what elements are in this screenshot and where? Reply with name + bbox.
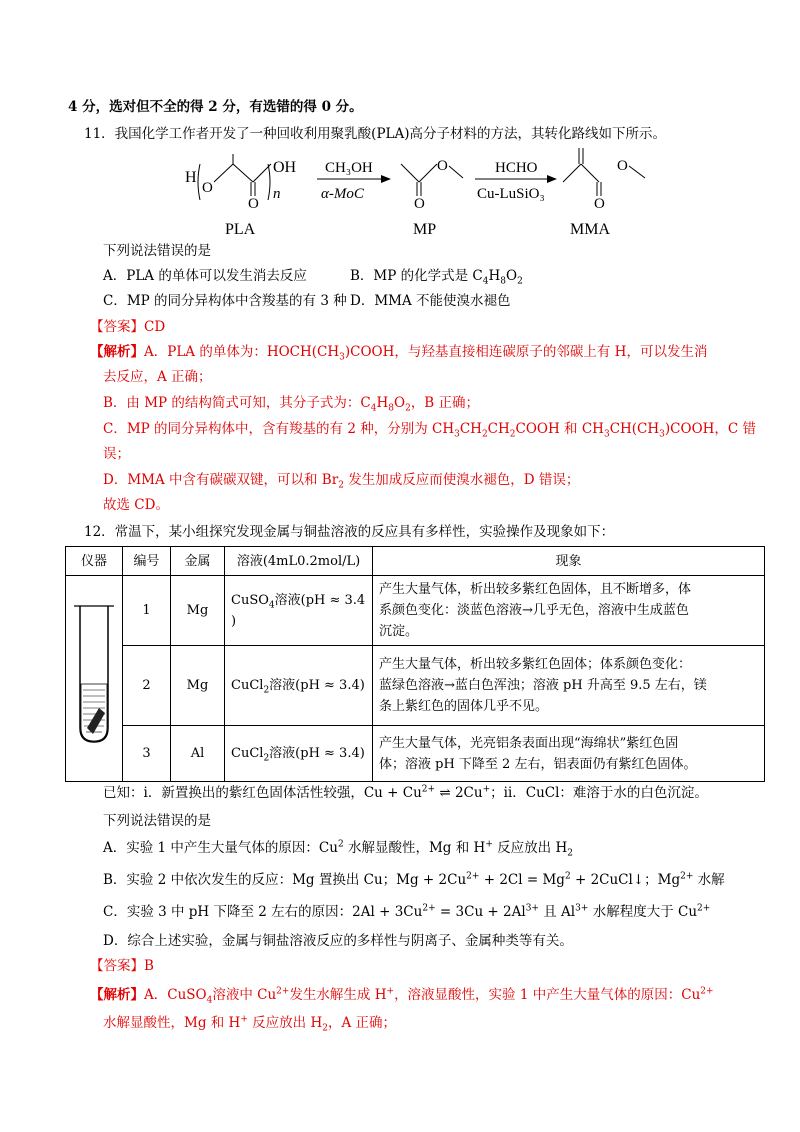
q11-prompt: 下列说法错误的是 xyxy=(103,243,211,259)
q11-analysis-b: B．由 MP 的结构简式可知，其分子式为：$C_4H_8O_2$，B 正确； xyxy=(103,395,480,414)
mma-carbonyl-o: O xyxy=(594,196,605,212)
q11-option-a: A．PLA 的单体可以发生消去反应 xyxy=(103,268,307,284)
pla-label: PLA xyxy=(225,221,256,238)
row1-number: 1 xyxy=(123,576,171,646)
header-solution: 溶液(4mL0.2mol/L) xyxy=(225,547,373,576)
header-phenomenon: 现象 xyxy=(373,547,765,576)
q11-option-c: C．MP 的同分异构体中含羧基的有 3 种 xyxy=(103,293,347,309)
table-row xyxy=(66,726,765,782)
test-tube-cell xyxy=(66,576,123,782)
row2-number: 2 xyxy=(123,646,171,726)
q12-answer: 【答案】B xyxy=(90,958,154,974)
row2-phenomenon: 产生大量气体，析出较多紫红色固体；体系颜色变化： 蓝绿色溶液→蓝白色浑浊；溶液 pH 升高至 9.5 左右，镁 条上紫红色的固体几乎不见。 xyxy=(373,646,765,726)
table-row xyxy=(66,646,765,726)
pla-structure xyxy=(185,154,297,238)
row1-solution: CuSO$_4$溶液(pH ≈ 3.4 ) xyxy=(225,576,373,646)
step1-arrow xyxy=(317,160,391,202)
q11-conclusion: 故选 CD。 xyxy=(103,497,169,513)
table-header-row xyxy=(66,547,765,576)
q11-answer: 【答案】CD xyxy=(90,319,166,335)
q11-option-b: B．MP 的化学式是 $C_4H_8O_2$ xyxy=(350,268,523,287)
row3-phenomenon: 产生大量气体，光亮铝条表面出现“海绵状”紫红色固 体；溶液 pH 下降至 2 左右，铝表面仍有紫红色固体。 xyxy=(373,726,765,782)
q11-reaction-scheme xyxy=(185,148,655,240)
step1-catalyst: α-MoC xyxy=(321,186,364,202)
header-metal: 金属 xyxy=(171,547,225,576)
row1-phenomenon: 产生大量气体，析出较多紫红色固体，且不断增多，体 系颜色变化：淡蓝色溶液→几乎无色，溶液中生成蓝色 沉淀。 xyxy=(373,576,765,646)
experiment-table xyxy=(65,546,765,782)
q11-analysis-a-cont: 去反应，A 正确； xyxy=(103,369,212,385)
q12-analysis-a: 【解析】A．CuSO$_4$溶液中 $Cu^{2+}$发生水解生成 H+，溶液显酸性，实验 1 中产生大量气体的原因：$Cu^{2+}$ xyxy=(90,986,714,1006)
row2-solution: CuCl$_2$溶液(pH ≈ 3.4) xyxy=(225,646,373,726)
row2-metal: Mg xyxy=(171,646,225,726)
header-number: 编号 xyxy=(123,547,171,576)
q12-option-a: A．实验 1 中产生大量气体的原因：Cu$^2$ 水解显酸性，Mg 和 H+ 反应放出 $H_2$ xyxy=(103,839,573,859)
step2-arrow xyxy=(475,160,557,202)
q11-analysis-d: D．MMA 中含有碳碳双键，可以和 $Br_2$ 发生加成反应而使溴水褪色，D 错误； xyxy=(103,472,580,491)
table-row xyxy=(66,576,765,646)
row3-number: 3 xyxy=(123,726,171,782)
q12-option-d: D．综合上述实验，金属与铜盐溶液反应的多样性与阴离子、金属种类等有关。 xyxy=(103,933,573,949)
q12-option-c: C．实验 3 中 pH 下降至 2 左右的原因：$2Al + 3Cu^{2+} = 3Cu + 2Al^{3+}$ 且 $Al^{3+}$ 水解程度大于 $Cu^{2+}$ xyxy=(103,903,711,920)
q12-option-b: B．实验 2 中依次发生的反应：Mg 置换出 Cu；$Mg + 2Cu^{2+} + 2Cl = Mg^2$ + 2CuCl↓；$Mg^{2+}$ 水解 xyxy=(103,871,725,888)
row3-solution: CuCl$_2$溶液(pH ≈ 3.4) xyxy=(225,726,373,782)
mp-carbonyl-o: O xyxy=(414,196,425,212)
test-tube-icon xyxy=(72,600,116,750)
step2-catalyst: Cu-LuSiO₃ xyxy=(477,186,545,202)
mma-label: MMA xyxy=(570,221,611,238)
mp-label: MP xyxy=(413,221,437,238)
mma-o: O xyxy=(617,158,628,174)
pla-n: n xyxy=(273,186,281,202)
q12-analysis-a-cont: 水解显酸性，Mg 和 H+ 反应放出 $H_2$，A 正确； xyxy=(103,1014,397,1034)
q11-analysis-c: C．MP 的同分异构体中，含有羧基的有 2 种，分别为 $CH_3CH_2CH_2COOH$ 和 $CH_3CH(CH_3)COOH$，C 错 xyxy=(103,421,757,440)
row1-metal: Mg xyxy=(171,576,225,646)
step2-reagent: HCHO xyxy=(495,160,538,176)
q12-known: 已知：ⅰ．新置换出的紫红色固体活性较强，$Cu + Cu^{2+}$ ⇌ 2Cu+；ⅱ．CuCl：难溶于水的白色沉淀。 xyxy=(103,784,708,801)
scoring-note: 4 分，选对但不全的得 2 分，有选错的得 0 分。 xyxy=(68,99,363,115)
step1-reagent: CH₃OH xyxy=(325,160,373,176)
mp-o: O xyxy=(437,158,448,174)
pla-carbonyl-o: O xyxy=(248,196,259,212)
mma-structure xyxy=(563,148,645,238)
q12-prompt: 下列说法错误的是 xyxy=(103,813,211,829)
q11-stem: 11．我国化学工作者开发了一种回收利用聚乳酸(PLA)高分子材料的方法，其转化路线如下所示。 xyxy=(84,126,667,142)
pla-oh: OH xyxy=(273,159,297,176)
pla-o: O xyxy=(202,180,213,196)
header-instrument: 仪器 xyxy=(66,547,123,576)
mp-structure xyxy=(401,158,463,238)
q11-analysis-a: 【解析】A．PLA 的单体为：$HOCH(CH_3)COOH$，与羟基直接相连碳原子的邻碳上有 H，可以发生消 xyxy=(90,344,708,363)
q11-analysis-c-cont: 误； xyxy=(103,446,130,462)
q12-stem: 12．常温下，某小组探究发现金属与铜盐溶液的反应具有多样性，实验操作及现象如下： xyxy=(84,524,615,540)
pla-h: H xyxy=(185,169,197,186)
row3-metal: Al xyxy=(171,726,225,782)
q11-option-d: D．MMA 不能使溴水褪色 xyxy=(350,293,511,309)
